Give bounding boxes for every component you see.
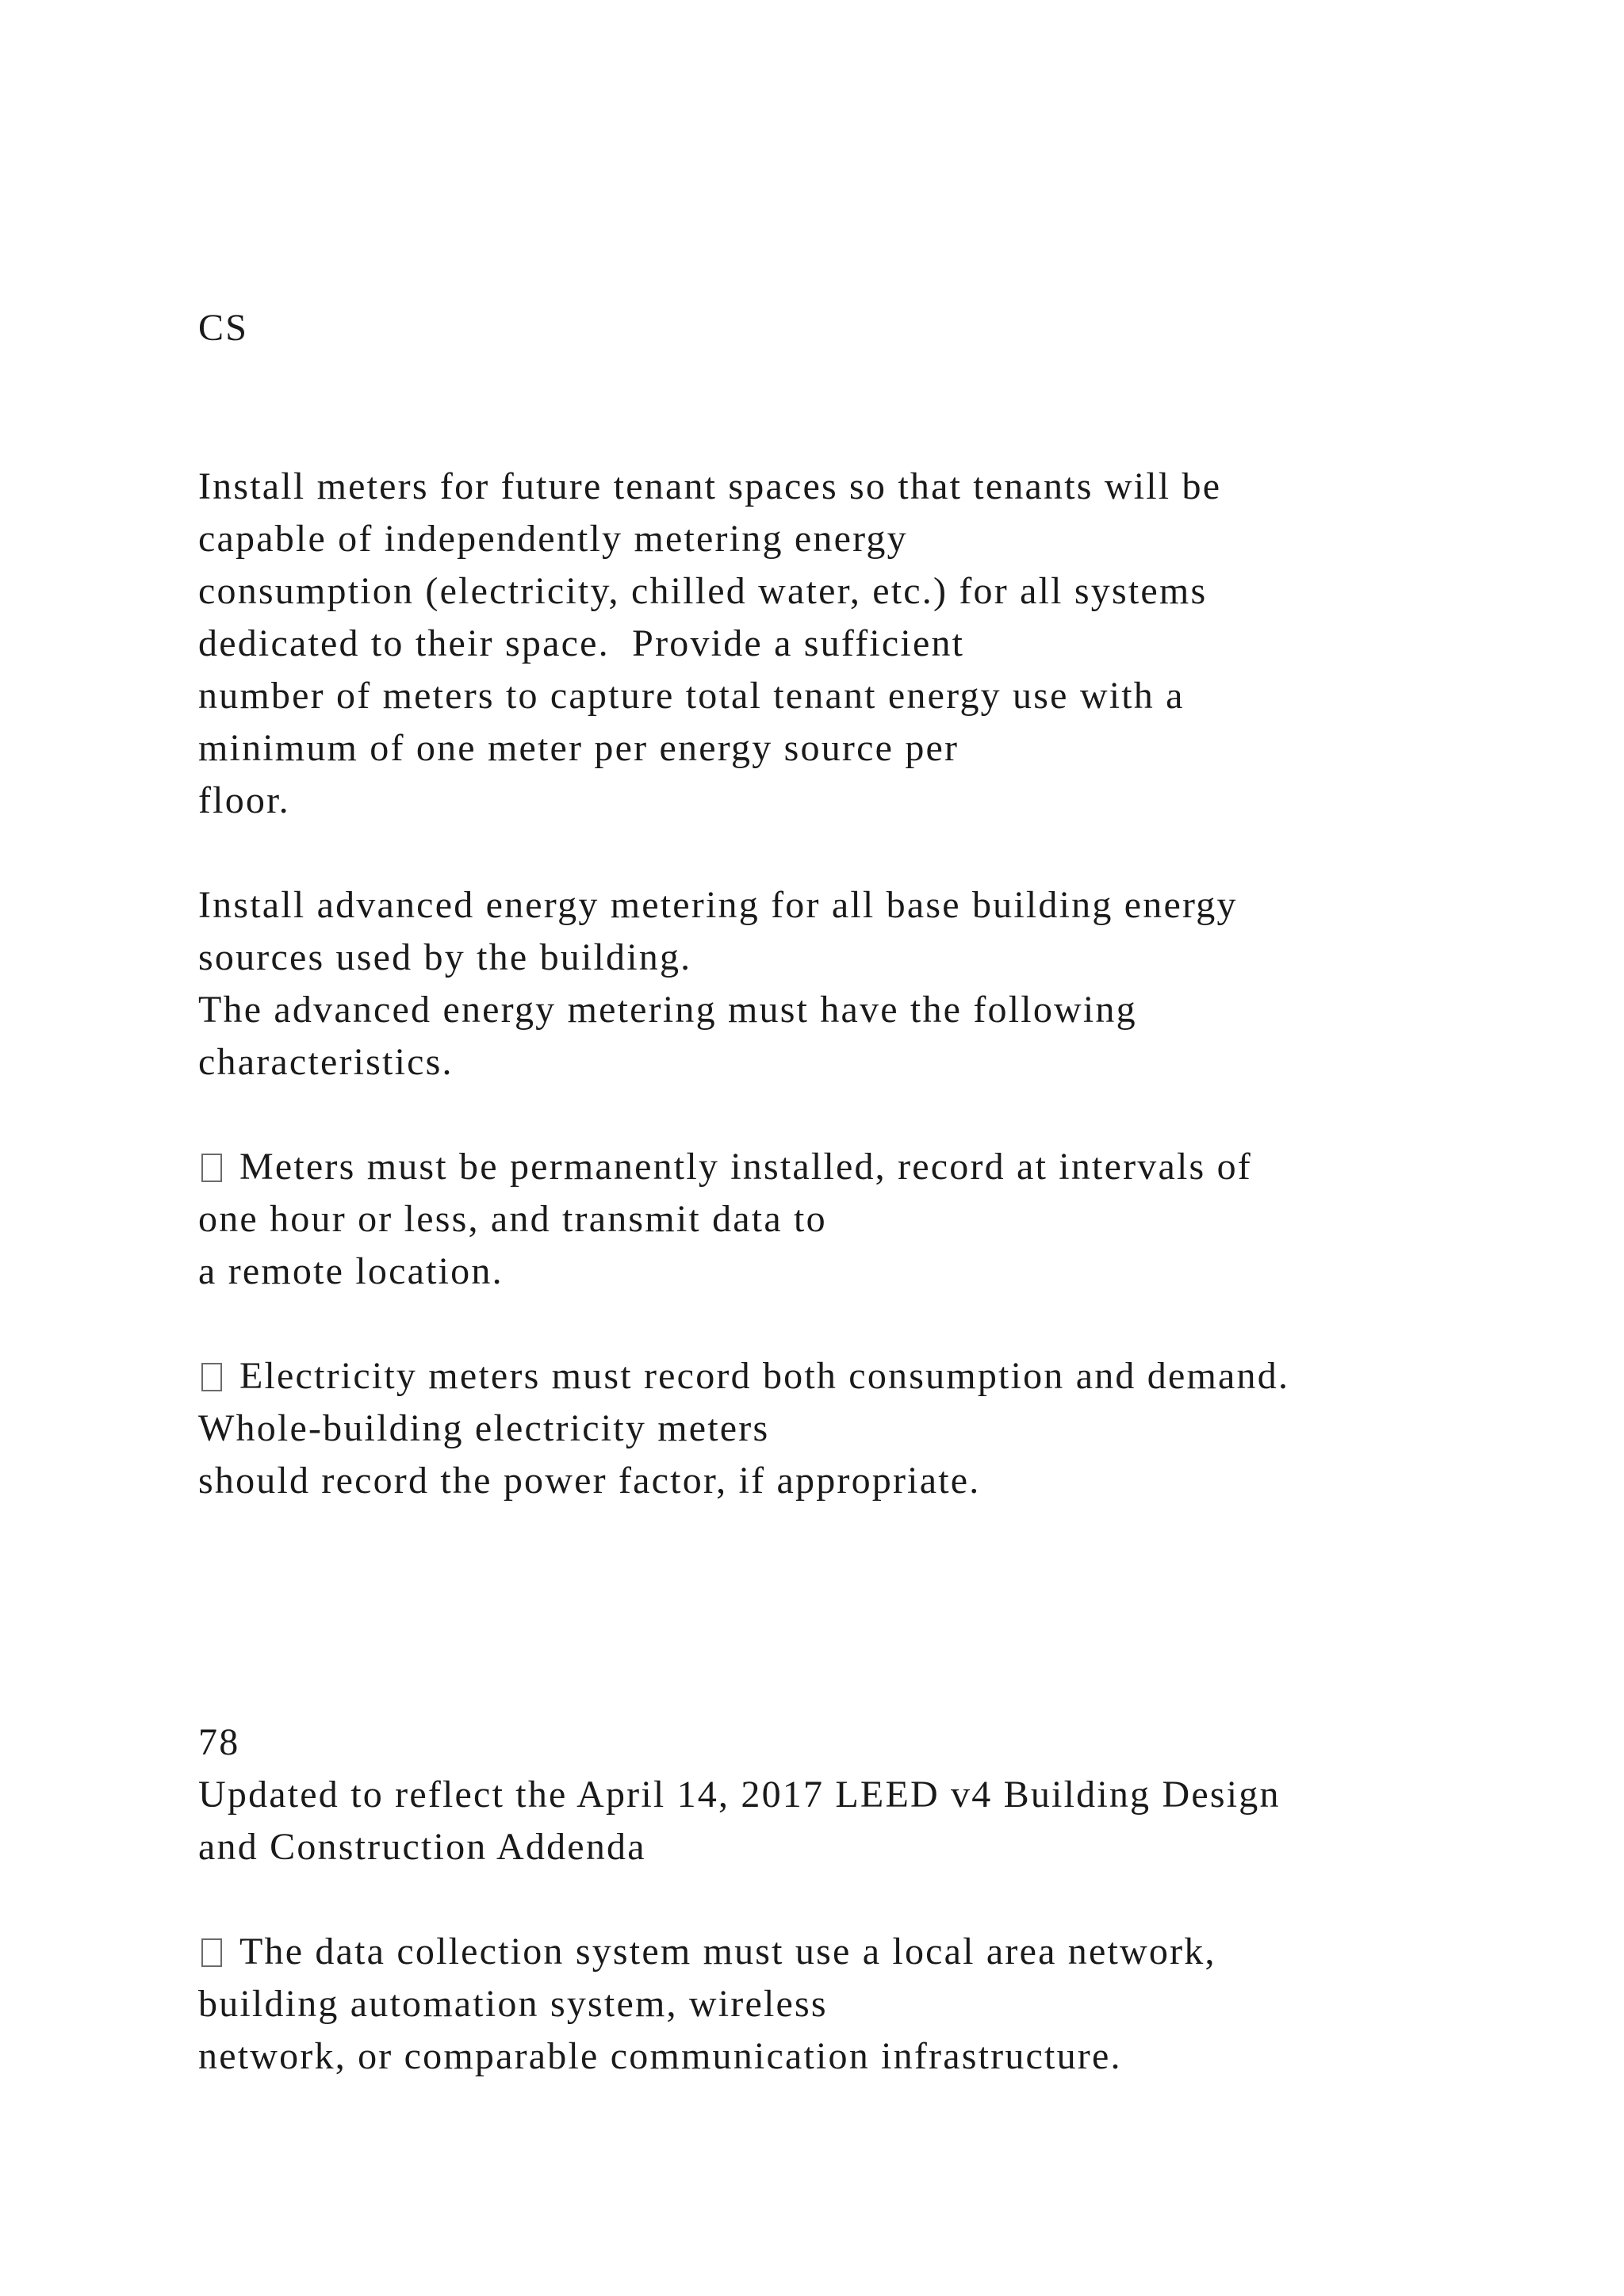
bullet-box-icon [201,1154,222,1182]
bullet-text: Electricity meters must record both consumption and demand. [239,1355,1290,1397]
paragraph-line: network, or comparable communication infrastructure. [198,2035,1122,2077]
paragraph-line: a remote location. [198,1250,504,1292]
page-number: 78 [198,1721,240,1763]
paragraph-line: The advanced energy metering must have the following [198,989,1137,1031]
paragraph-line: capable of independently metering energy [198,518,908,560]
paragraph-line: Whole-building electricity meters [198,1407,770,1449]
bullet-text: The data collection system must use a local area network, [239,1931,1216,1973]
paragraph-line: one hour or less, and transmit data to [198,1198,827,1240]
paragraph-line: minimum of one meter per energy source per [198,727,959,769]
paragraph-line: building automation system, wireless [198,1983,828,2025]
paragraph-line: sources used by the building. [198,936,692,978]
bullet-box-icon [201,1363,222,1391]
paragraph-line: dedicated to their space. Provide a sufficient [198,622,965,664]
paragraph-line: Install advanced energy metering for all base building energy [198,884,1238,926]
section-heading: CS [198,307,249,349]
paragraph-line: consumption (electricity, chilled water, etc.) for all systems [198,570,1208,612]
paragraph-line: Install meters for future tenant spaces so that tenants will be [198,465,1222,507]
paragraph-line: characteristics. [198,1041,454,1083]
footer-line: Updated to reflect the April 14, 2017 LEED v4 Building Design [198,1774,1281,1816]
paragraph-line: should record the power factor, if appropriate. [198,1460,981,1502]
footer-line: and Construction Addenda [198,1826,646,1868]
bullet-text: Meters must be permanently installed, record at intervals of [239,1146,1252,1188]
bullet-box-icon [201,1938,222,1967]
paragraph-line: number of meters to capture total tenant energy use with a [198,675,1185,717]
paragraph-line: floor. [198,779,290,821]
